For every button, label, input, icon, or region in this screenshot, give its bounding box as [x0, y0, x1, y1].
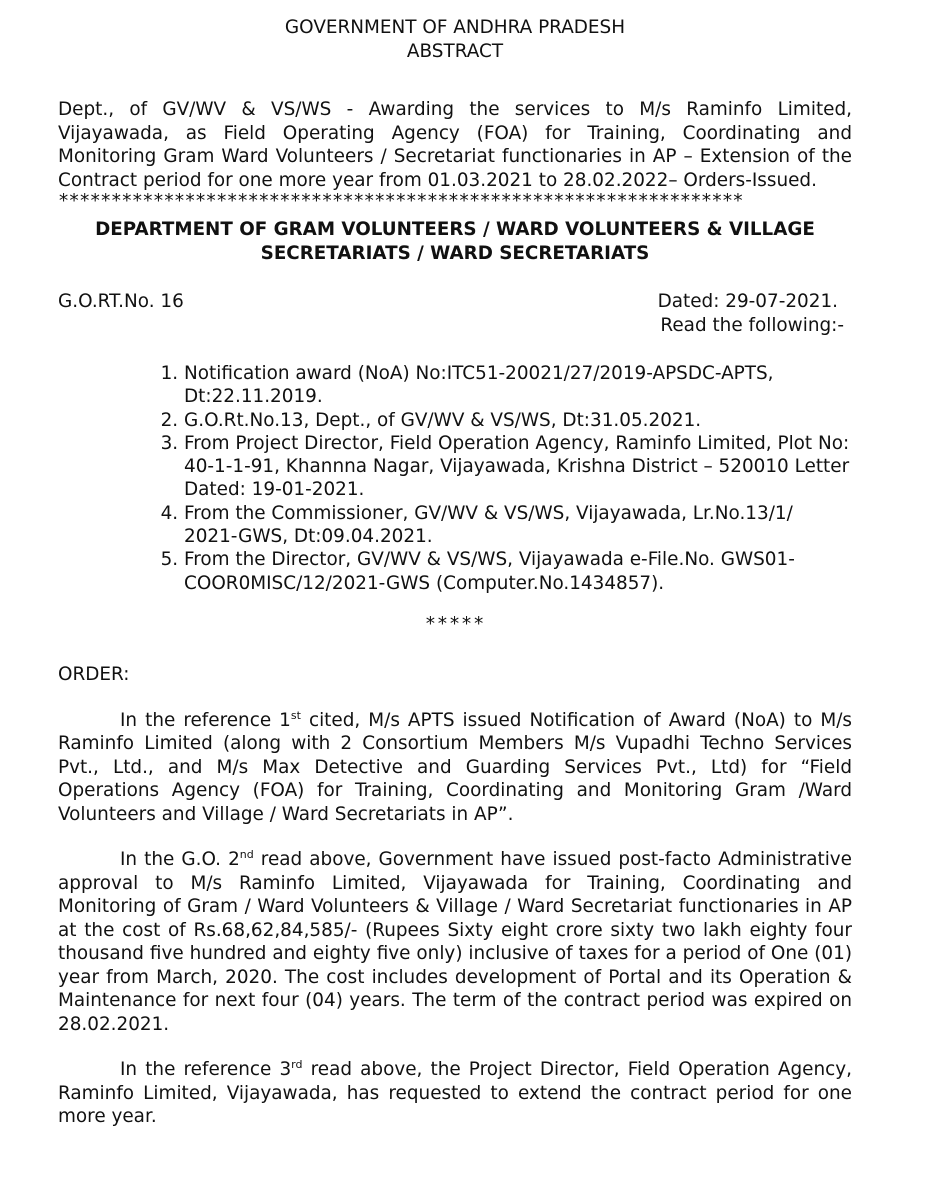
department-title-line2: SECRETARIATS / WARD SECRETARIATS — [260, 243, 650, 264]
reference-item: 3. From Project Director, Field Operation Agency, Raminfo Limited, Plot No: 40-1-1-91, Khannna Nagar, Vijayawada, Krishna District – 520010 Letter Dated: 19-01-2021. — [184, 432, 852, 502]
go-document — [58, 16, 852, 1129]
section-separator: ***** — [424, 613, 486, 635]
reference-item: 1. Notification award (NoA) No:ITC51-20021/27/2019-APSDC-APTS, Dt:22.11.2019. — [184, 362, 852, 409]
order-paragraph-1 — [58, 709, 852, 827]
order-heading: ORDER: — [58, 663, 130, 685]
para1-lead: In the reference 1 — [120, 709, 291, 731]
para3-text: read above, the Project Director, Field Operation Agency, Raminfo Limited, Vijayawada, has requested to extend the contract period for one more year. — [58, 1059, 852, 1128]
go-number: G.O.RT.No. 16 — [58, 291, 184, 312]
order-paragraph-3 — [58, 1058, 852, 1129]
abstract-title: ABSTRACT — [406, 41, 504, 62]
reference-list — [58, 362, 852, 595]
document-header — [58, 16, 852, 64]
para2-ordinal: nd — [239, 848, 254, 862]
subject-abstract — [58, 98, 852, 192]
government-title: GOVERNMENT OF ANDHRA PRADESH — [284, 17, 626, 38]
go-number-row — [58, 290, 852, 314]
order-paragraph-2 — [58, 848, 852, 1036]
para3-ordinal: rd — [291, 1058, 303, 1072]
subject-text: Dept., of GV/WV & VS/WS - Awarding the services to M/s Raminfo Limited, Vijayawada, as Field Operating Agency (FOA) for Training, Coordinating and Monitoring Gram Ward Volunteers / Secretariat functionaries in AP – Extension of the Contract period for one more year from 01.03.2021 to 28.02.2022– Orders-Issued. — [58, 99, 852, 191]
reference-item: 4. From the Commissioner, GV/WV & VS/WS, Vijayawada, Lr.No.13/1/ 2021-GWS, Dt:09.04.2021. — [184, 502, 852, 549]
department-title — [58, 218, 852, 266]
department-title-line1: DEPARTMENT OF GRAM VOLUNTEERS / WARD VOLUNTEERS & VILLAGE — [95, 219, 815, 240]
go-date: Dated: 29-07-2021. — [657, 291, 838, 312]
reference-item: 2. G.O.Rt.No.13, Dept., of GV/WV & VS/WS, Dt:31.05.2021. — [184, 409, 852, 432]
para2-text: read above, Government have issued post-facto Administrative approval to M/s Raminfo Limited, Vijayawada for Training, Coordinating and Monitoring of Gram / Ward Volunteers & Village / Ward Secretariat functionaries in AP at the cost of Rs.68,62,84,585/- (Rupees Sixty eight crore sixty two lakh eighty four thousand five hundred and eighty five only) inclusive of taxes for a period of One (01) year from March, 2020. The cost includes development of Portal and its Operation & Maintenance for next four (04) years. The term of the contract period was expired on 28.02.2021. — [58, 849, 852, 1035]
para2-lead: In the G.O. 2 — [120, 849, 240, 871]
para1-ordinal: st — [290, 708, 301, 722]
star-divider: ***************************************************************** — [58, 192, 743, 212]
read-following: Read the following:- — [660, 315, 844, 336]
para3-lead: In the reference 3 — [120, 1059, 292, 1081]
para1-text: cited, M/s APTS issued Notification of Award (NoA) to M/s Raminfo Limited (along with 2 Consortium Members M/s Vupadhi Techno Services Pvt., Ltd., and M/s Max Detective and Guarding Services Pvt., Ltd) for “Field Operations Agency (FOA) for Training, Coordinating and Monitoring Gram /Ward Volunteers and Village / Ward Secretariats in AP”. — [58, 709, 852, 825]
reference-item: 5. From the Director, GV/WV & VS/WS, Vijayawada e-File.No. GWS01-COOR0MISC/12/2021-GWS (Computer.No.1434857). — [184, 548, 852, 595]
